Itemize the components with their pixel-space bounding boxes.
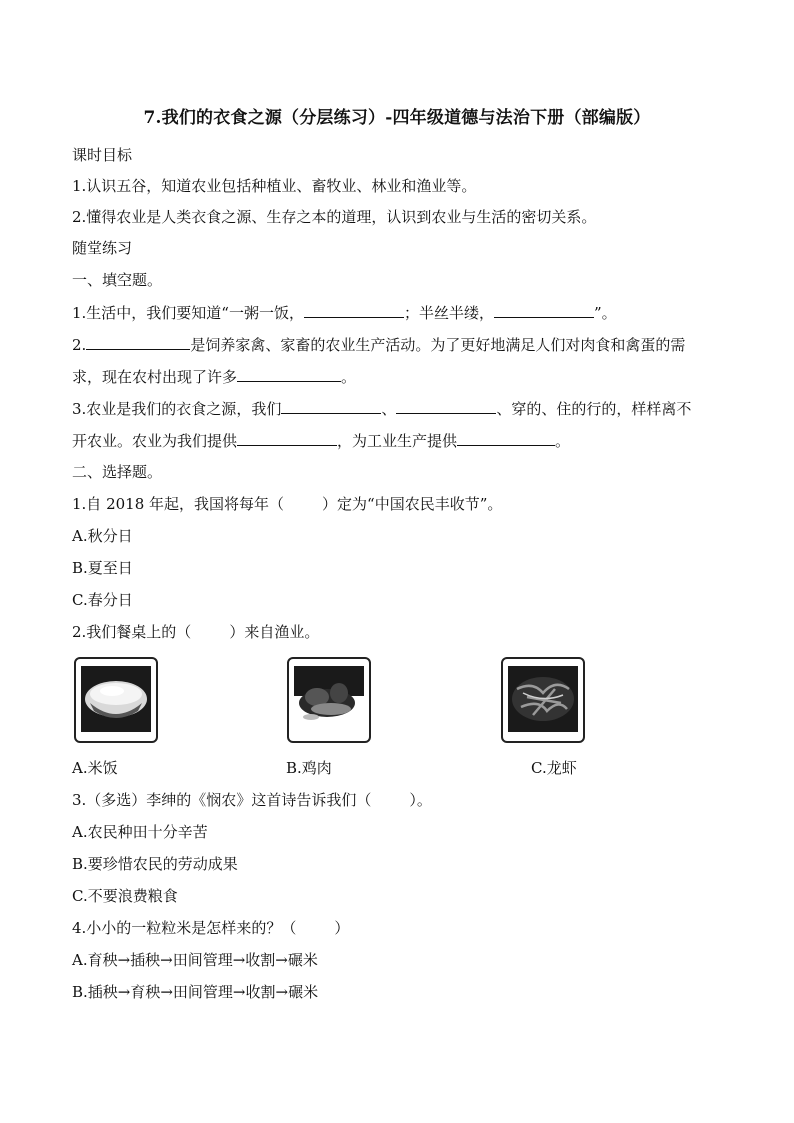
choice-q1-text-b: ）定为“中国农民丰收节”。: [322, 495, 503, 513]
fill-q1-text-b: ；半丝半缕，: [403, 304, 494, 322]
answer-blank[interactable]: [281, 398, 381, 414]
rice-bowl-icon: [76, 659, 156, 741]
answer-blank[interactable]: [86, 334, 190, 350]
choice-q1-option-a[interactable]: A.秋分日: [72, 527, 133, 545]
answer-blank[interactable]: [494, 302, 594, 318]
fill-q2-line2-text-a: 求，现在农村出现了许多: [72, 368, 238, 386]
choice-q4-option-b[interactable]: B.插秧→育秧→田间管理→收割→碾米: [72, 983, 319, 1001]
fill-q3-line2-text-b: ，为工业生产提供: [337, 432, 458, 450]
choice-question-3: [72, 790, 432, 810]
fill-q2-line2-text-b: 。: [341, 368, 357, 386]
rice-image: [74, 657, 158, 743]
choice-q2-option-a[interactable]: A.米饭: [72, 759, 118, 777]
chicken-image: [287, 657, 371, 743]
choice-q1-text-a: 1.自 2018 年起，我国将每年（: [72, 495, 285, 513]
page-title: 7.我们的衣食之源（分层练习）-四年级道德与法治下册（部编版）: [143, 108, 651, 128]
choice-q3-option-c[interactable]: C.不要浪费粮食: [72, 887, 178, 905]
answer-blank[interactable]: [396, 398, 496, 414]
choice-q3-option-a[interactable]: A.农民种田十分辛苦: [72, 823, 208, 841]
choice-q3-text-b: ）。: [409, 791, 432, 809]
fill-q2-text-b: 是饲养家禽、家畜的农业生产活动。为了更好地满足人们对肉食和禽蛋的需: [190, 336, 686, 354]
answer-blank[interactable]: [304, 302, 404, 318]
fill-section-heading: 一、填空题。: [72, 271, 163, 289]
choice-q3-option-b[interactable]: B.要珍惜农民的劳动成果: [72, 855, 238, 873]
choice-question-2: [72, 622, 319, 642]
choice-q1-option-b[interactable]: B.夏至日: [72, 559, 133, 577]
fill-q3-line2-text-c: 。: [555, 432, 571, 450]
choice-question-4: [72, 918, 349, 938]
crayfish-dish-icon: [503, 659, 583, 741]
choice-q2-text-a: 2.我们餐桌上的（: [72, 623, 192, 641]
choice-q3-text-a: 3.（多选）李绅的《悯农》这首诗告诉我们（: [72, 791, 372, 809]
answer-blank[interactable]: [237, 430, 337, 446]
fill-question-1: [72, 302, 617, 323]
practice-heading: 随堂练习: [72, 239, 133, 257]
chicken-dish-icon: [289, 659, 369, 741]
choice-q4-option-a[interactable]: A.育秧→插秧→田间管理→收割→碾米: [72, 951, 318, 969]
choice-q4-text-a: 4.小小的一粒粒米是怎样来的？（: [72, 919, 297, 937]
choice-q2-text-b: ）来自渔业。: [229, 623, 320, 641]
choice-q4-text-b: ）: [334, 919, 350, 937]
choice-q2-option-b[interactable]: B.鸡肉: [286, 759, 332, 777]
choice-q1-option-c[interactable]: C.春分日: [72, 591, 133, 609]
objectives-heading: 课时目标: [72, 146, 133, 164]
fill-question-2: [72, 334, 685, 355]
fill-q3-text-b: 、: [381, 400, 397, 418]
fill-question-2-line-2: [72, 366, 356, 387]
answer-blank[interactable]: [237, 366, 341, 382]
crayfish-image: [501, 657, 585, 743]
fill-q1-text-a: 1.生活中，我们要知道“一粥一饭，: [72, 304, 304, 322]
objective-1: 1.认识五谷，知道农业包括种植业、畜牧业、林业和渔业等。: [72, 177, 477, 195]
fill-q3-text-a: 3.农业是我们的衣食之源，我们: [72, 400, 282, 418]
choice-section-heading: 二、选择题。: [72, 463, 163, 481]
fill-q2-text-a: 2.: [72, 336, 87, 354]
fill-q3-line2-text-a: 开农业。农业为我们提供: [72, 432, 238, 450]
fill-question-3: [72, 398, 691, 419]
fill-question-3-line-2: [72, 430, 570, 451]
fill-q1-text-c: ”。: [594, 304, 617, 322]
fill-q3-text-c: 、穿的、住的行的，样样离不: [496, 400, 692, 418]
choice-question-1: [72, 494, 502, 514]
choice-q2-option-c[interactable]: C.龙虾: [531, 759, 577, 777]
answer-blank[interactable]: [457, 430, 555, 446]
objective-2: 2.懂得农业是人类衣食之源、生存之本的道理，认识到农业与生活的密切关系。: [72, 208, 597, 226]
